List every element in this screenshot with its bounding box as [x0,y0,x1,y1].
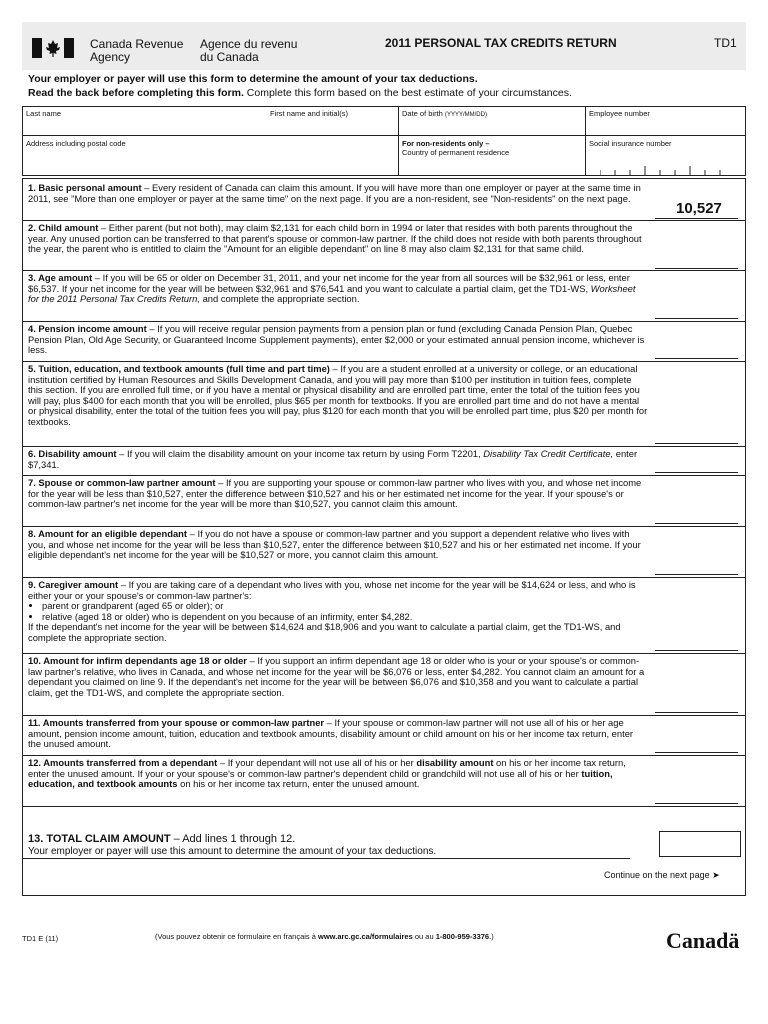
line-12-transfer-dependant: 12. Amounts transferred from a dependant – If your dependant will not use all of his or her disability amount on his or her income tax return, enter the unused amount. If your or your spouse's or common-law partner's dependent child or grandchild will not use all of his or her tuition, education, and textbook amounts on his or her income tax return, enter the unused amount. [28,757,626,789]
line-4-pension-income: 4. Pension income amount – If you will receive regular pension payments from a pension plan or fund (excluding Canada Pension Plan, Quebec Pension Plan, Old Age Security, or Guaranteed Income Supplement payments), enter $2,000 or your estimated annual pension income, whichever is less. [28,323,645,355]
form-code: TD1 [714,36,737,50]
line-7-spouse-amount: 7. Spouse or common-law partner amount – If you are supporting your spouse or common-law partner who lives with you, and whose net income for the year will be less than $10,527, enter the difference between $10,527 and his or her estimated net income for the year. If your spouse's or common-law partner's net income for the year will be more than $10,527, you cannot claim this amount. [28,477,642,509]
arrow-right-icon: ➤ [712,870,720,880]
sin-tick-marks [600,162,740,176]
line-7-amount-field[interactable] [655,523,738,524]
line-10-amount-field[interactable] [655,712,738,713]
row-divider [22,806,746,807]
line-6-disability: 6. Disability amount – If you will claim the disability amount on your income tax return by using Form T2201, Disability Tax Credit Certificate, enter $7,341. [28,448,638,470]
continue-next-page: Continue on the next page ➤ [604,870,720,880]
line-1-basic-personal: 1. Basic personal amount – Every resident of Canada can claim this amount. If you will have more than one employer or payer at the same time in 2011, see "More than one employer or payer at the same time" on the next page. If you are a non-resident, see "Non-residents" on the next page. [28,182,641,204]
line-13-total-claim: 13. TOTAL CLAIM AMOUNT – Add lines 1 through 12. [28,833,296,845]
country-residence-field[interactable]: For non-residents only – Country of permanent residence [402,139,510,157]
sin-field[interactable]: Social insurance number [589,139,672,148]
first-name-field[interactable]: First name and initial(s) [270,109,348,118]
last-name-field[interactable]: Last name [26,109,62,118]
line-10-infirm-dependants: 10. Amount for infirm dependants age 18 or older – If you support an infirm dependant age 18 or older who is your or your spouse's or common-law partner's relative, who lives in Canada, and whose net income for the year will be $6,076 or less, enter $4,282. You cannot claim an amount for a dependant you claimed on line 9. If the dependant's net income for the year will be between $6,076 and $10,358 and you want to calculate a partial claim, get the TD1-WS, and complete the appropriate section. [28,655,645,698]
field-divider [585,106,586,176]
line-5-amount-field[interactable] [655,443,738,444]
row-divider [22,321,746,322]
line-3-amount-field[interactable] [655,318,738,319]
line-11-transfer-spouse: 11. Amounts transferred from your spouse or common-law partner – If your spouse or common-law partner will not use all of his or her age amount, pension income amount, tuition, education and textbook amounts, disability amount or child amount on his or her income tax return, enter the unused amount. [28,717,634,749]
row-divider [22,715,746,716]
row-divider [22,220,746,221]
form-title: 2011 PERSONAL TAX CREDITS RETURN [385,36,617,50]
intro-line-2: Read the back before completing this form. Complete this form based on the best estimate of your circumstances. [28,87,572,99]
line-1-amount[interactable]: 10,527 [676,200,722,217]
line-1-amount-field [655,218,738,219]
line-9-caregiver: 9. Caregiver amount – If you are taking care of a dependant who lives with you, whose net income for the year will be $14,624 or less, and who is either your or your spouse's or common-law partner's: • parent or grandparent (aged 65 or older); or • relative (aged 18 or older) who is dependent on you because of an infirmity, enter $4,282. If the dependant's net income for the year will be between $14,624 and $18,906 and you want to calculate a partial claim, get the TD1-WS, and complete the appropriate section. [28,580,648,643]
row-divider [22,475,746,476]
employee-number-field[interactable]: Employee number [589,109,650,118]
field-divider [22,135,746,136]
line-2-amount-field[interactable] [655,268,738,269]
date-of-birth-field[interactable]: Date of birth (YYYY/MM/DD) [402,109,487,118]
agency-name-fr: Agence du revenu du Canada [200,37,298,64]
total-claim-amount-field[interactable] [659,831,741,857]
line-11-amount-field[interactable] [655,752,738,753]
row-divider [22,446,746,447]
row-divider [22,755,746,756]
field-divider [398,106,399,176]
address-field[interactable]: Address including postal code [26,139,126,148]
row-divider [22,270,746,271]
line-8-eligible-dependant: 8. Amount for an eligible dependant – If you do not have a spouse or common-law partner and you support a dependent relative who lives with you, and whose net income for the year will be less than $10,527, enter the difference between $10,527 and his or her estimated net income. If your eligible dependant's net income for the year will be $10,527 or more, you cannot claim this amount. [28,528,641,560]
form-version-code: TD1 E (11) [22,934,59,943]
row-divider [22,858,630,859]
line-12-amount-field[interactable] [655,803,738,804]
line-8-amount-field[interactable] [655,574,738,575]
agency-name-en: Canada Revenue Agency [90,37,184,64]
line-5-tuition: 5. Tuition, education, and textbook amounts (full time and part time) – If you are a student enrolled at a university or college, or an educational institution certified by Human Resources and Skills Development Canada, and you will pay more than $100 per institution in tuition fees, complete this section. If you are enrolled full time, or if you have a mental or physical disability and are enrolled part time, enter the total of the tuition fees you will pay, plus $400 for each month that you will be enrolled, plus $65 per month for textbooks. If you are enrolled part time and do not have a mental or physical disability, enter the total of the tuition fees you will pay, plus $120 for each month that you will be enrolled part time, plus $20 per month for textbooks. [28,363,648,427]
line-6-amount-field[interactable] [655,472,738,473]
line-4-amount-field[interactable] [655,358,738,359]
row-divider [22,577,746,578]
row-divider [22,361,746,362]
canada-wordmark: Canadä [666,928,740,953]
row-divider [22,526,746,527]
intro-line-1: Your employer or payer will use this form to determine the amount of your tax deductions. [28,73,478,85]
line-13-note: Your employer or payer will use this amount to determine the amount of your tax deductions. [28,846,437,857]
line-9-amount-field[interactable] [655,650,738,651]
line-3-age-amount: 3. Age amount – If you will be 65 or older on December 31, 2011, and your net income for the year from all sources will be $32,961 or less, enter $6,537. If your net income for the year will be between $32,961 and $76,541 and you want to calculate a partial claim, get the TD1-WS, Worksheet for the 2011 Personal Tax Credits Return, and complete the appropriate section. [28,272,636,304]
french-form-note: (Vous pouvez obtenir ce formulaire en français à www.arc.gc.ca/formulaires ou au 1-800-959-3376.) [155,932,494,941]
canada-flag-icon [32,38,74,58]
row-divider [22,653,746,654]
line-2-child-amount: 2. Child amount – Either parent (but not both), may claim $2,131 for each child born in 1994 or later that resides with both parents throughout the year. Any unused portion can be transferred to that parent's spouse or common-law partner. If the child does not reside with both parents throughout the year, the parent who is entitled to claim the "Amount for an eligible dependant" on line 8 may also claim $2,131 for that same child. [28,222,642,254]
